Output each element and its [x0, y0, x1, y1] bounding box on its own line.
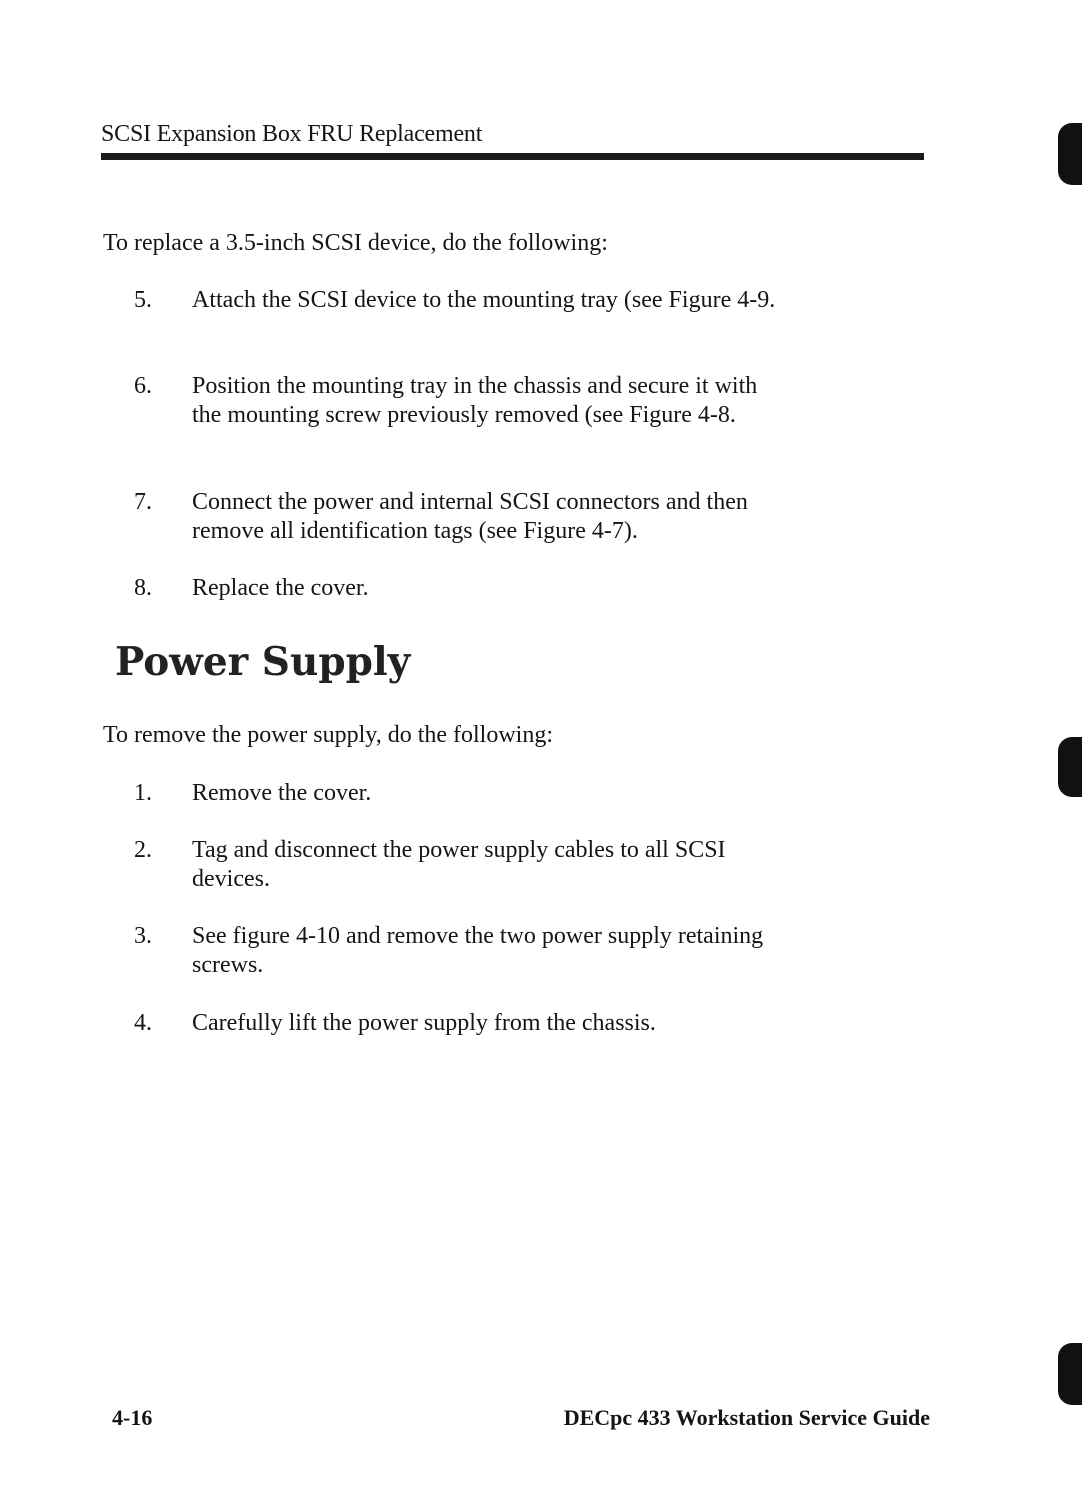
- header-rule: [101, 153, 924, 160]
- power-intro: To remove the power supply, do the following:: [103, 722, 554, 748]
- step-text: Replace the cover.: [192, 575, 369, 601]
- step-text: Remove the cover.: [192, 780, 372, 806]
- step-text: Tag and disconnect the power supply cables to all SCSI devices.: [192, 837, 726, 892]
- step-text: Attach the SCSI device to the mounting tray (see Figure 4-9.: [192, 287, 776, 313]
- step-text: See figure 4-10 and remove the two power supply retaining screws.: [192, 923, 764, 978]
- section-title: Power Supply: [115, 639, 411, 685]
- step-text: Carefully lift the power supply from the chassis.: [192, 1010, 656, 1036]
- step-number: 8.: [134, 575, 152, 601]
- step-number: 2.: [134, 837, 152, 863]
- page-header-title: SCSI Expansion Box FRU Replacement: [101, 121, 483, 147]
- step-number: 1.: [134, 780, 152, 806]
- thumb-tab-marker: [1058, 737, 1082, 797]
- guide-title: DECpc 433 Workstation Service Guide: [563, 1405, 930, 1430]
- page-number: 4-16: [112, 1405, 153, 1430]
- step-number: 7.: [134, 489, 152, 515]
- step-number: 5.: [134, 287, 152, 313]
- step-text: Connect the power and internal SCSI connectors and then remove all identification tags (see Figure 4-7).: [192, 489, 748, 544]
- replace-intro: To replace a 3.5-inch SCSI device, do the following:: [103, 230, 608, 256]
- thumb-tab-marker: [1058, 1343, 1082, 1405]
- thumb-tab-marker: [1058, 123, 1082, 185]
- step-number: 4.: [134, 1010, 152, 1036]
- step-number: 6.: [134, 373, 152, 399]
- step-number: 3.: [134, 923, 152, 949]
- step-text: Position the mounting tray in the chassis and secure it with the mounting screw previously removed (see Figure 4-8.: [192, 373, 758, 428]
